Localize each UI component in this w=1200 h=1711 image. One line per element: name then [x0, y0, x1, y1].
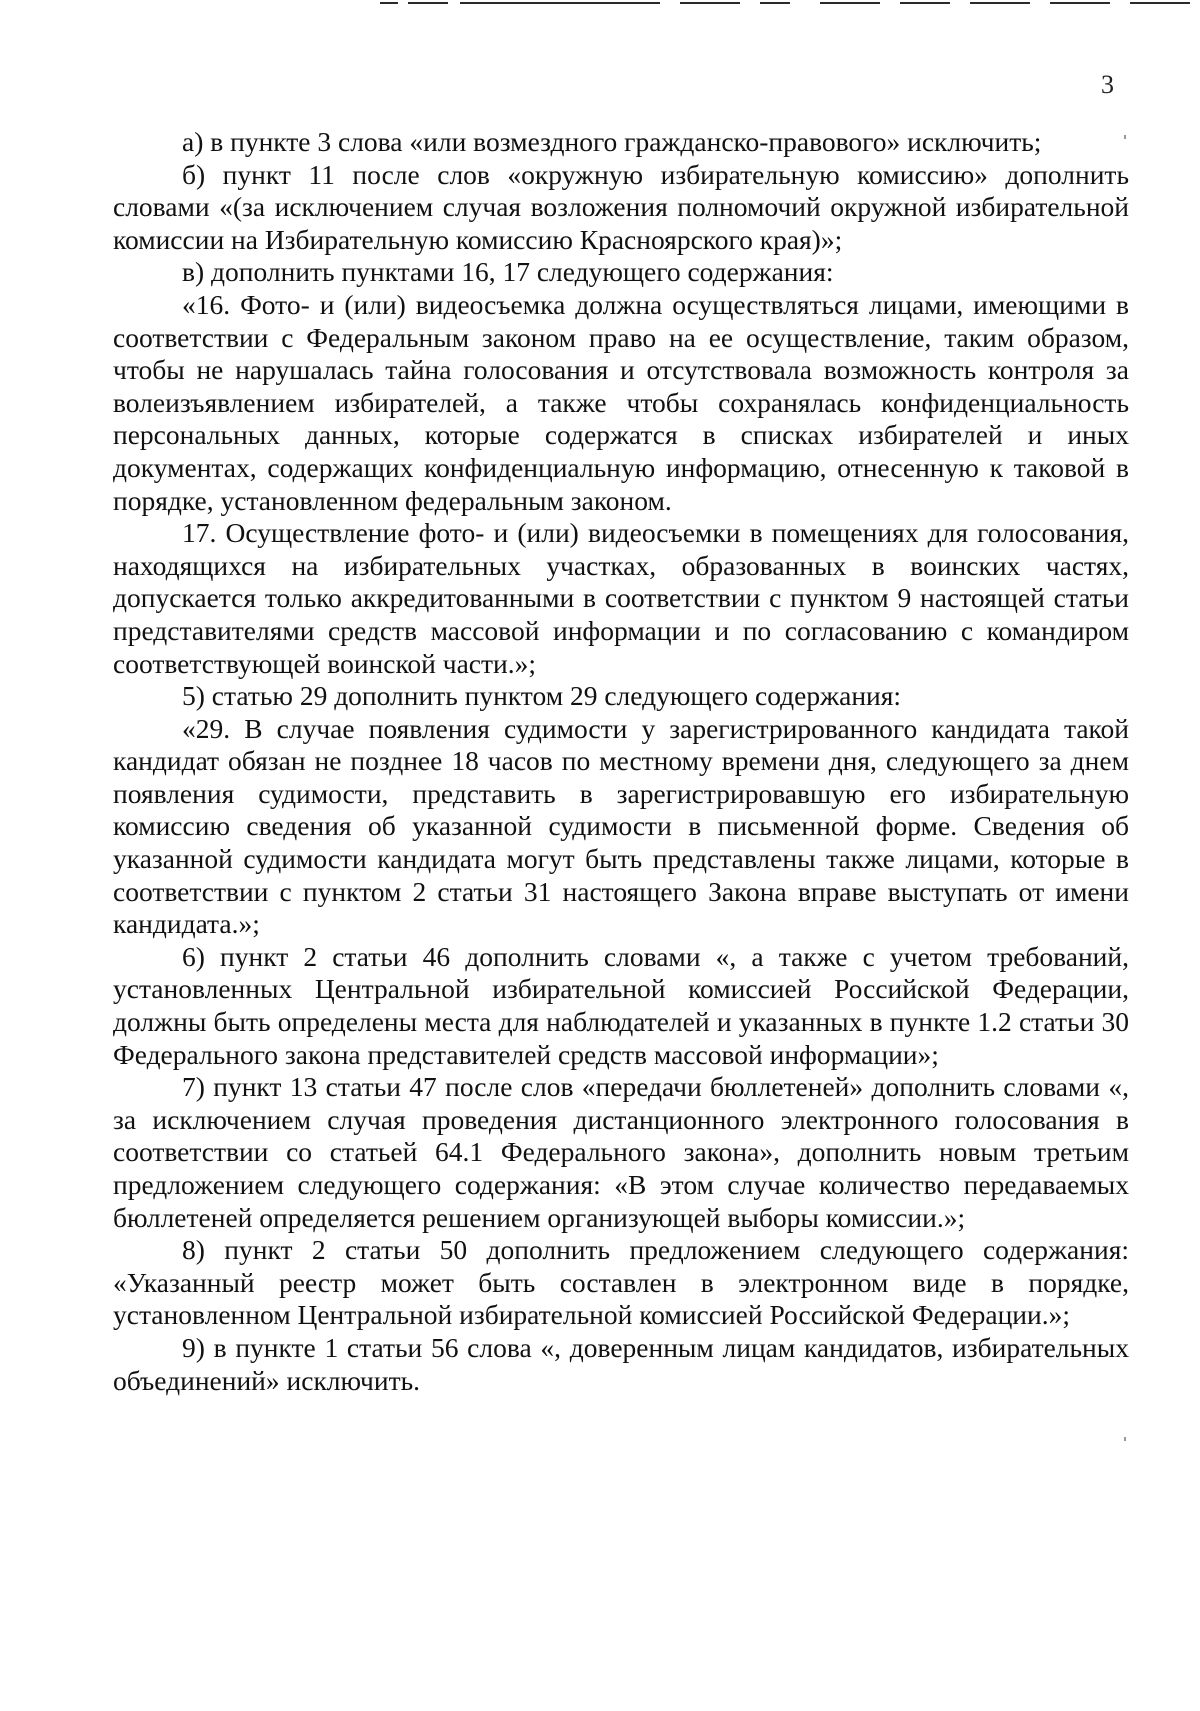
paragraph-6: 6) пункт 2 статьи 46 дополнить словами «, а также с учетом требований, установленных Центральной избирательной комиссией Российской Федерации, должны быть определены места для наблюдателей и указанных в пункте 1.2 статьи 30 Федерального закона представителей средств массовой информации»;	[113, 940, 1129, 1070]
paragraph-5: 5) статью 29 дополнить пунктом 29 следующего содержания:	[182, 680, 902, 712]
page-number: 3	[1101, 70, 1114, 99]
scan-speck	[1124, 1437, 1126, 1441]
paragraph-29: «29. В случае появления судимости у зарегистрированного кандидата такой кандидат обязан не позднее 18 часов по местному времени дня, следующего за днем появления судимости, представить в зарегистрировавшую его избирательную комиссию сведения об указанной судимости в письменной форме. Сведения об указанной судимости кандидата могут быть представлены также лицами, которые в соответствии с пунктом 2 статьи 31 настоящего Закона вправе выступать от имени кандидата.»;	[113, 712, 1129, 940]
paragraph-16: «16. Фото- и (или) видеосъемка должна осуществляться лицами, имеющими в соответствии с Федеральным законом право на ее осуществление, таким образом, чтобы не нарушалась тайна голосования и отсутствовала возможность контроля за волеизъявлением избирателей, а также чтобы сохранялась конфиденциальность персональных данных, которые содержатся в списках избирателей и иных документах, содержащих конфиденциальную информацию, отнесенную к таковой в порядке, установленном федеральным законом.	[113, 288, 1129, 516]
paragraph-17: 17. Осуществление фото- и (или) видеосъемки в помещениях для голосования, находящихся на избирательных участках, образованных в воинских частях, допускается только аккредитованными в соответствии с пунктом 9 настоящей статьи представителями средств массовой информации и по согласованию с командиром соответствующей воинской части.»;	[113, 517, 1129, 679]
paragraph-b: б) пункт 11 после слов «окружную избирательную комиссию» дополнить словами «(за исключением случая возложения полномочий окружной избирательной комиссии на Избирательную комиссию Красноярского края)»;	[113, 158, 1129, 255]
document-body	[113, 126, 1129, 1397]
paragraph-8: 8) пункт 2 статьи 50 дополнить предложением следующего содержания: «Указанный реестр может быть составлен в электронном виде в порядке, установленном Центральной избирательной комиссией Российской Федерации.»;	[113, 1234, 1129, 1331]
paragraph-7: 7) пункт 13 статьи 47 после слов «передачи бюллетеней» дополнить словами «, за исключением случая проведения дистанционного электронного голосования в соответствии со статьей 64.1 Федерального закона», дополнить новым третьим предложением следующего содержания: «В этом случае количество передаваемых бюллетеней определяется решением организующей выборы комиссии.»;	[113, 1071, 1129, 1233]
scan-speck	[1124, 135, 1126, 139]
scan-artifact-lines	[380, 0, 1200, 8]
paragraph-a: а) в пункте 3 слова «или возмездного гражданско-правового» исключить;	[182, 126, 1042, 157]
paragraph-9: 9) в пункте 1 статьи 56 слова «, доверенным лицам кандидатов, избирательных объединений» исключить.	[113, 1331, 1129, 1396]
paragraph-v: в) дополнить пунктами 16, 17 следующего содержания:	[182, 256, 834, 288]
